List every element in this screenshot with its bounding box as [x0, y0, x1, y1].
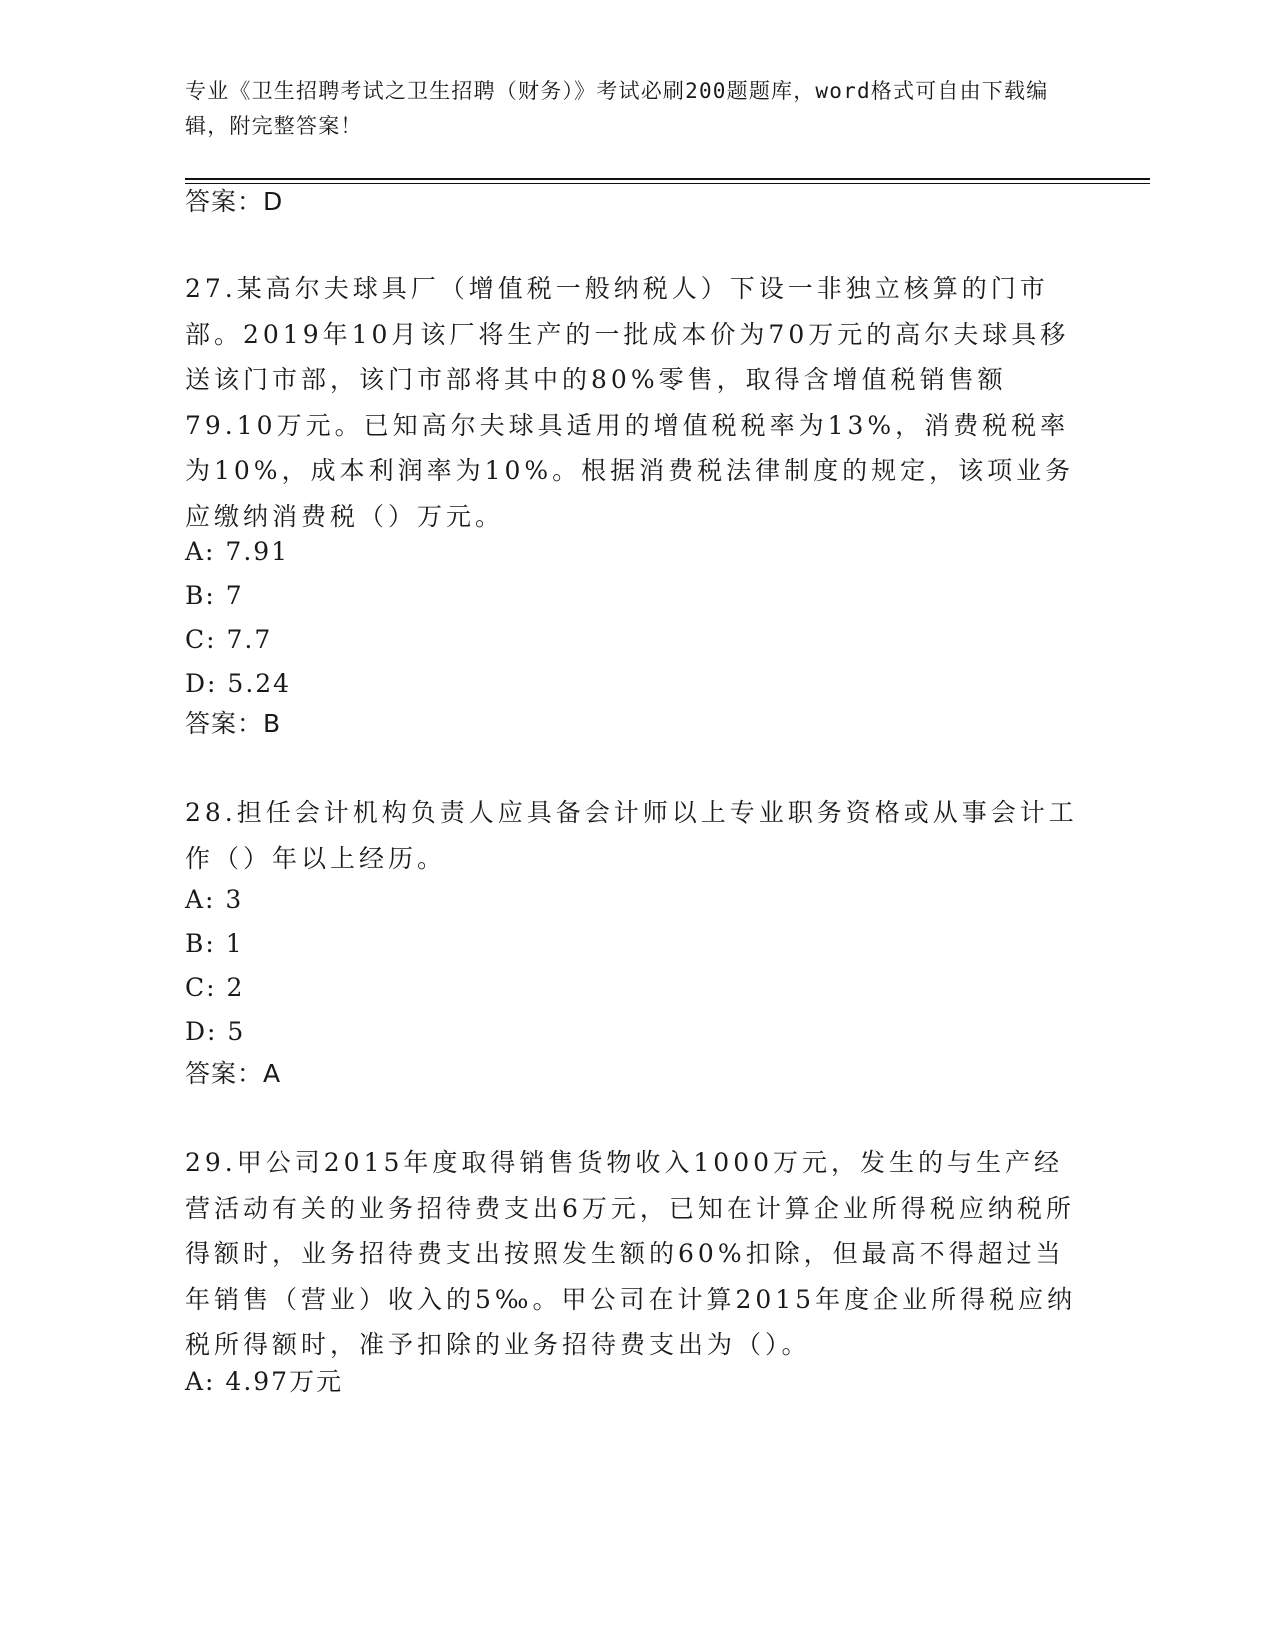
question-27-option-a: A: 7.91: [185, 537, 290, 566]
question-27-option-b: B: 7: [185, 581, 244, 610]
answer-28: 答案：A: [185, 1059, 282, 1088]
question-28-option-c: C: 2: [185, 973, 245, 1002]
header-divider: [185, 178, 1150, 180]
question-28-option-d: D: 5: [185, 1017, 246, 1046]
question-27: 27.某高尔夫球具厂（增值税一般纳税人）下设一非独立核算的门市部。2019年10月该厂将生产的一批成本价为70万元的高尔夫球具移送该门市部，该门市部将其中的80%零售，取得含增值税销售额79.10万元。已知高尔夫球具适用的增值税税率为13%，消费税税率为10%，成本利润率为10%。根据消费税法律制度的规定，该项业务应缴纳消费税（）万元。: [185, 274, 1075, 531]
question-28-option-a: A: 3: [185, 885, 244, 914]
question-28-option-b: B: 1: [185, 929, 244, 958]
header-divider-thin: [185, 183, 1150, 184]
question-28: 28.担任会计机构负责人应具备会计师以上专业职务资格或从事会计工作（）年以上经历。: [185, 798, 1078, 873]
question-27-option-c: C: 7.7: [185, 625, 273, 654]
answer-26: 答案：D: [185, 187, 284, 216]
question-29: 29.甲公司2015年度取得销售货物收入1000万元，发生的与生产经营活动有关的业务招待费支出6万元，已知在计算企业所得税应纳税所得额时，业务招待费支出按照发生额的60%扣除，但最高不得超过当年销售（营业）收入的5‰。甲公司在计算2015年度企业所得税应纳税所得额时，准予扣除的业务招待费支出为（）。: [185, 1148, 1077, 1360]
document-header: 专业《卫生招聘考试之卫生招聘（财务）》考试必刷200题题库，word格式可自由下载编辑，附完整答案！: [185, 79, 1049, 138]
question-29-option-a: A: 4.97万元: [185, 1367, 344, 1396]
question-27-option-d: D: 5.24: [185, 669, 292, 698]
answer-27: 答案：B: [185, 709, 282, 738]
